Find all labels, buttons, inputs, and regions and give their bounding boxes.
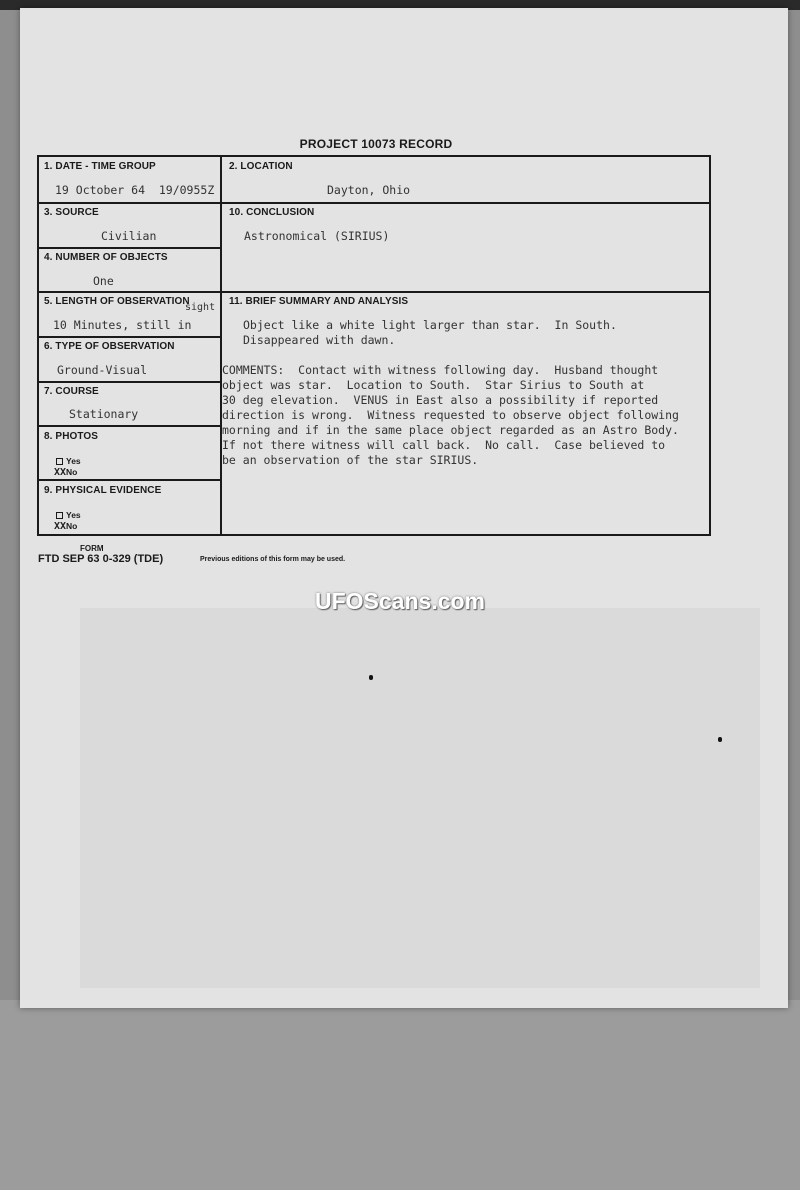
conclusion-value: Astronomical (SIRIUS) [244,229,390,243]
type-of-observation-label: 6. TYPE OF OBSERVATION [44,341,175,352]
photos-label: 8. PHOTOS [44,431,99,442]
speck [369,675,373,680]
watermark: UFOScans.com [315,588,485,614]
footer-form-word: FORM [80,544,104,553]
row-divider [39,425,220,427]
checkbox-empty-icon [56,512,63,519]
location-label: 2. LOCATION [229,161,293,172]
physical-evidence-yes-label: Yes [66,510,81,520]
date-time-group-value: 19 October 64 19/0955Z [55,183,215,197]
photos-no-mark: XX [54,467,67,478]
source-label: 3. SOURCE [44,207,99,218]
photos-no-label: No [66,467,78,477]
record-form [37,155,711,536]
scan-background [0,1000,800,1190]
course-value: Stationary [69,407,139,421]
footer-note: Previous editions of this form may be used. [200,556,346,563]
checkbox-empty-icon [56,458,63,465]
type-of-observation-value: Ground-Visual [57,363,148,377]
number-of-objects-value: One [93,274,114,288]
summary-line: Disappeared with dawn. [243,333,396,347]
speck [718,737,722,742]
row-divider [39,291,709,293]
column-divider [220,157,222,534]
comments-line: 30 deg elevation. VENUS in East also a possibility if reported [222,393,659,407]
bleed-through-area [80,608,760,988]
physical-evidence-no-mark: XX [54,521,67,532]
row-divider [39,247,220,249]
comments-line: be an observation of the star SIRIUS. [222,453,479,467]
photos-yes-label: Yes [66,456,81,466]
course-label: 7. COURSE [44,386,99,397]
comments-line: direction is wrong. Witness requested to observe object following [222,408,679,422]
length-of-observation-note: sight [185,302,216,313]
document-title: PROJECT 10073 RECORD [299,137,453,151]
number-of-objects-label: 4. NUMBER OF OBJECTS [44,252,168,263]
comments-line: object was star. Location to South. Star Sirius to South at [222,378,645,392]
comments-line: morning and if in the same place object regarded as an Astro Body. [222,423,679,437]
comments-line: COMMENTS: Contact with witness following day. Husband thought [222,363,659,377]
comments-line: If not there witness will call back. No call. Case believed to [222,438,666,452]
brief-summary-label: 11. BRIEF SUMMARY AND ANALYSIS [229,296,409,307]
summary-line: Object like a white light larger than star. In South. [243,318,617,332]
physical-evidence-no-label: No [66,521,78,531]
source-value: Civilian [101,229,157,243]
row-divider [39,336,220,338]
length-of-observation-label: 5. LENGTH OF OBSERVATION [44,296,190,307]
date-time-group-label: 1. DATE - TIME GROUP [44,161,156,172]
row-divider [39,381,220,383]
row-divider [39,202,709,204]
length-of-observation-value: 10 Minutes, still in [53,318,192,332]
location-value: Dayton, Ohio [327,183,411,197]
conclusion-label: 10. CONCLUSION [229,207,315,218]
row-divider [39,479,220,481]
footer-form-code: FTD SEP 63 0-329 (TDE) [38,553,164,565]
photos-no-option [54,466,77,479]
physical-evidence-no-option [54,520,77,533]
physical-evidence-label: 9. PHYSICAL EVIDENCE [44,485,162,496]
